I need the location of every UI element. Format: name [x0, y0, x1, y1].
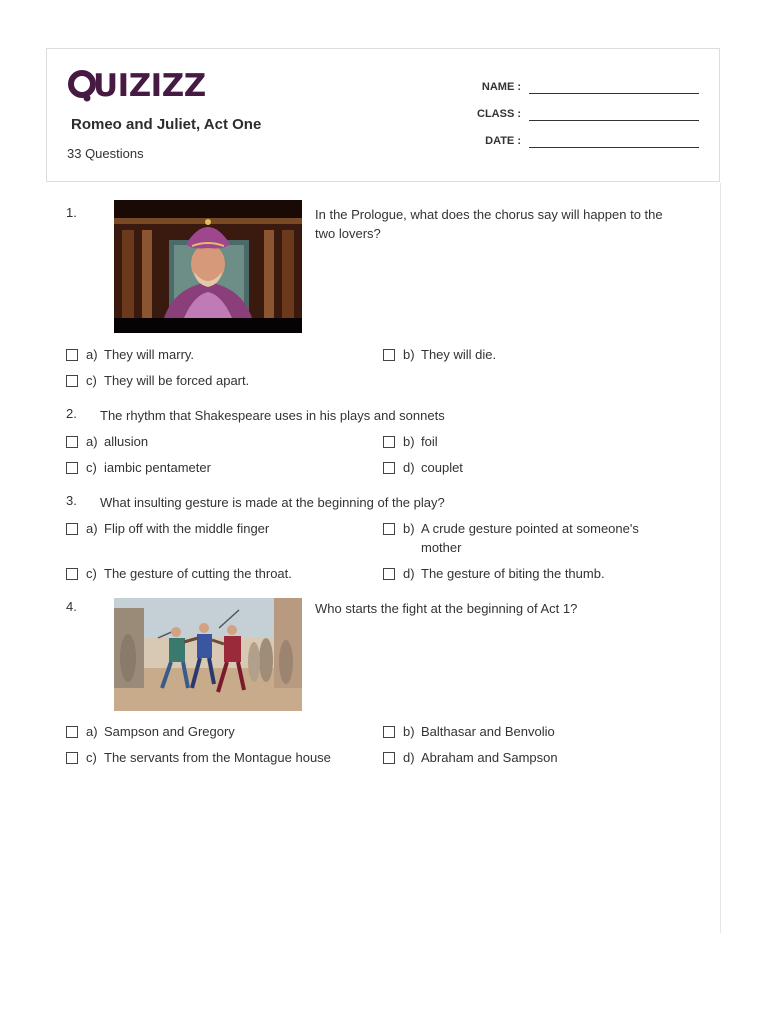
option-2b[interactable]	[383, 432, 661, 451]
option-text: The servants from the Montague house	[104, 750, 331, 765]
option-letter: a)	[86, 724, 98, 739]
question-text: What insulting gesture is made at the beginning of the play?	[100, 495, 445, 510]
option-text: They will marry.	[104, 347, 195, 362]
option-text: They will be forced apart.	[104, 373, 250, 388]
logo-wordmark: UIZIZZ	[93, 68, 206, 104]
name-field[interactable]	[461, 80, 699, 94]
question-text: The rhythm that Shakespeare uses in his plays and sonnets	[100, 408, 445, 423]
option-3b[interactable]	[383, 519, 661, 557]
checkbox[interactable]	[66, 349, 78, 361]
checkbox[interactable]	[383, 568, 395, 580]
option-text: foil	[421, 434, 438, 449]
option-1b[interactable]	[383, 345, 661, 364]
page-edge-line	[720, 183, 721, 933]
checkbox[interactable]	[66, 752, 78, 764]
checkbox[interactable]	[383, 752, 395, 764]
class-label: CLASS :	[477, 108, 521, 120]
question-number: 4.	[66, 599, 77, 614]
option-3d[interactable]	[383, 564, 661, 583]
name-label: NAME :	[481, 81, 521, 93]
class-field[interactable]	[461, 107, 699, 121]
checkbox[interactable]	[383, 349, 395, 361]
checkbox[interactable]	[383, 436, 395, 448]
question-image-street-fight	[114, 598, 302, 711]
checkbox[interactable]	[66, 523, 78, 535]
option-letter: b)	[403, 521, 415, 536]
option-letter: d)	[403, 460, 415, 475]
option-text: They will die.	[421, 347, 497, 362]
option-text: Balthasar and Benvolio	[421, 724, 555, 739]
quizizz-logo	[67, 67, 206, 105]
option-letter: a)	[86, 521, 98, 536]
option-text: Sampson and Gregory	[104, 724, 235, 739]
option-letter: a)	[86, 347, 98, 362]
date-line[interactable]	[529, 137, 699, 148]
checkbox[interactable]	[66, 462, 78, 474]
option-letter: c)	[86, 460, 97, 475]
checkbox[interactable]	[66, 436, 78, 448]
option-text: The gesture of biting the thumb.	[421, 566, 605, 581]
option-4a[interactable]	[66, 722, 344, 741]
option-letter: b)	[403, 724, 415, 739]
checkbox[interactable]	[66, 568, 78, 580]
question-text: In the Prologue, what does the chorus say will happen to the two lovers?	[315, 207, 663, 241]
question-image-chorus	[114, 200, 302, 333]
option-2d[interactable]	[383, 458, 661, 477]
option-text: The gesture of cutting the throat.	[104, 566, 292, 581]
option-letter: b)	[403, 347, 415, 362]
worksheet-header	[46, 48, 720, 182]
question-number: 3.	[66, 493, 77, 508]
class-line[interactable]	[529, 110, 699, 121]
option-text: Abraham and Sampson	[421, 750, 558, 765]
option-4c[interactable]	[66, 748, 344, 767]
option-letter: d)	[403, 566, 415, 581]
option-text: allusion	[104, 434, 149, 449]
question-number: 1.	[66, 205, 77, 220]
option-3a[interactable]	[66, 519, 344, 538]
option-letter: c)	[86, 750, 97, 765]
question-count: 33 Questions	[67, 146, 144, 161]
option-2a[interactable]	[66, 432, 344, 451]
option-2c[interactable]	[66, 458, 344, 477]
checkbox[interactable]	[383, 462, 395, 474]
option-3c[interactable]	[66, 564, 344, 583]
option-letter: c)	[86, 566, 97, 581]
option-text: iambic pentameter	[104, 460, 211, 475]
question-number: 2.	[66, 406, 77, 421]
name-line[interactable]	[529, 83, 699, 94]
option-1a[interactable]	[66, 345, 344, 364]
option-text: A crude gesture pointed at someone's mother	[421, 521, 639, 555]
checkbox[interactable]	[383, 523, 395, 535]
option-letter: a)	[86, 434, 98, 449]
date-label: DATE :	[485, 135, 521, 147]
option-4b[interactable]	[383, 722, 661, 741]
checkbox[interactable]	[383, 726, 395, 738]
quiz-title: Romeo and Juliet, Act One	[71, 116, 262, 133]
option-letter: d)	[403, 750, 415, 765]
option-letter: c)	[86, 373, 97, 388]
question-text: Who starts the fight at the beginning of Act 1?	[315, 601, 578, 616]
option-letter: b)	[403, 434, 415, 449]
option-text: couplet	[421, 460, 463, 475]
option-1c[interactable]	[66, 371, 344, 390]
date-field[interactable]	[461, 134, 699, 148]
option-4d[interactable]	[383, 748, 661, 767]
checkbox[interactable]	[66, 375, 78, 387]
option-text: Flip off with the middle finger	[104, 521, 270, 536]
checkbox[interactable]	[66, 726, 78, 738]
